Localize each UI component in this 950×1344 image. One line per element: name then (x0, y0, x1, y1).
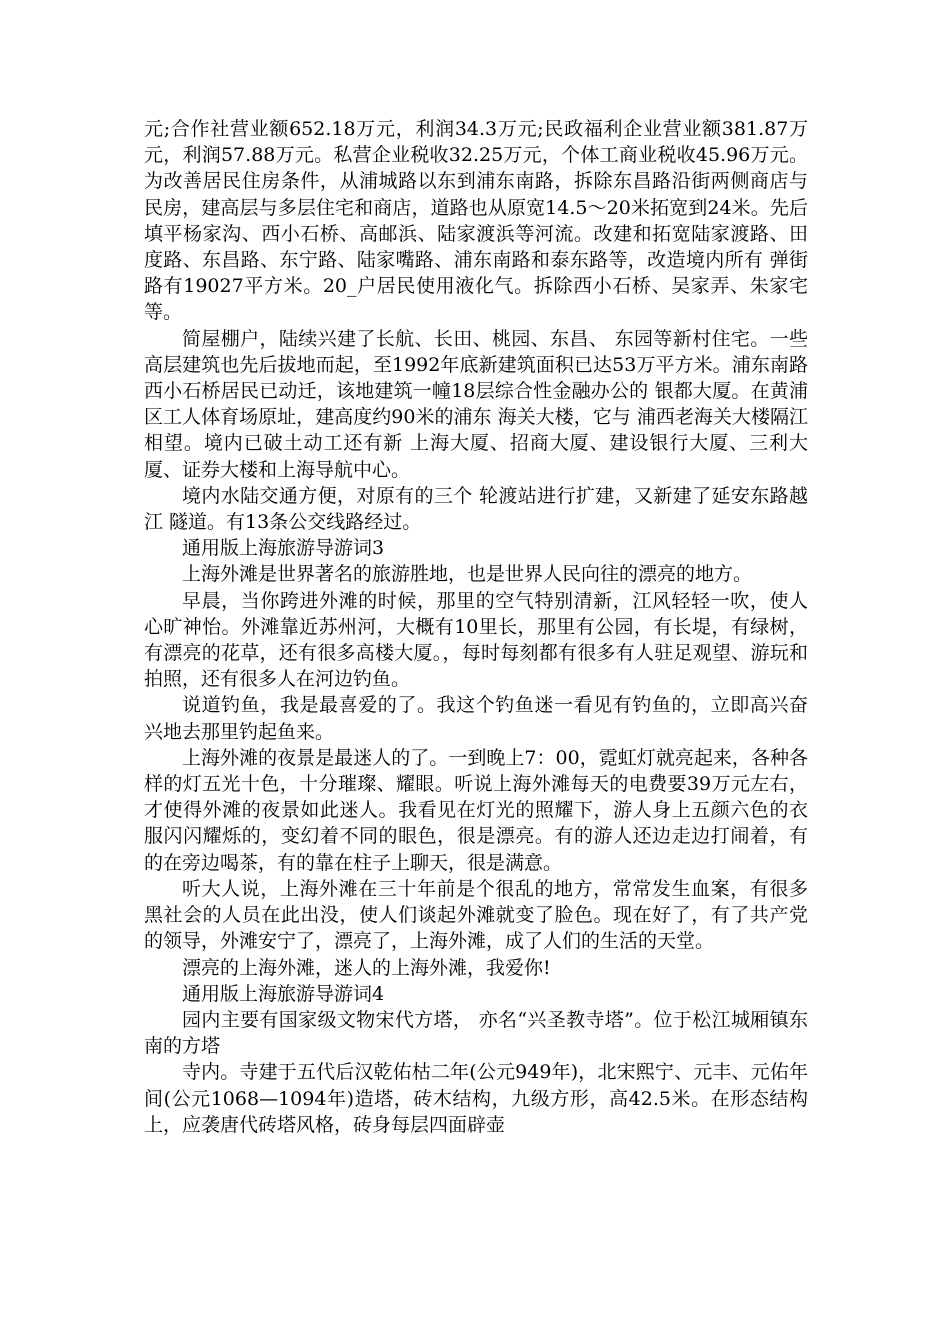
paragraph: 早晨，当你跨进外滩的时候，那里的空气特别清新，江风轻轻一吹，使人心旷神怡。外滩靠近苏州河，大概有10里长，那里有公园，有长堤，有绿树，有漂亮的花草，还有很多高楼大厦。，每时每刻都有很多有人驻足观望、游玩和拍照，还有很多人在河边钓鱼。 (144, 589, 808, 691)
paragraph: 说道钓鱼，我是最喜爱的了。我这个钓鱼迷一看见有钓鱼的，立即高兴奋兴地去那里钓起鱼来。 (144, 694, 808, 743)
paragraph: 上海外滩的夜景是最迷人的了。一到晚上7：00，霓虹灯就亮起来，各种各样的灯五光十色，十分璀璨、耀眼。听说上海外滩每天的电费要39万元左右，才使得外滩的夜景如此迷人。我看见在灯光的照耀下，游人身上五颜六色的衣服闪闪耀烁的，变幻着不同的眼色，很是漂亮。有的游人还边走边打闹着，有的在旁边喝茶，有的靠在柱子上聊天，很是满意。 (144, 746, 808, 874)
paragraph-continuation: 元;合作社营业额652.18万元，利润34.3万元;民政福利企业营业额381.87万元，利润57.88万元。私营企业税收32.25万元，个体工商业税收45.96万元。 为改善居民住房条件，从浦城路以东到浦东南路，拆除东昌路沿街两侧商店与民房，建高层与多层住宅和商店，道路也从原宽14.5～20米拓宽到24米。先后填平杨家沟、西小石桥、高邮浜、陆家渡浜等河流。改建和拓宽陆家渡路、田度路、东昌路、东宁路、陆家嘴路、浦东南路和泰东路等，改造境内所有 弹街路有19027平方米。20_户居民使用液化气。拆除西小石桥、吴家弄、朱家宅等。 (144, 118, 808, 324)
paragraph: 寺内。寺建于五代后汉乾佑枯二年(公元949年)，北宋熙宁、元丰、元佑年间(公元1068—1094年)造塔，砖木结构，九级方形，高42.5米。在形态结构上，应袭唐代砖塔风格，砖身每层四面辟壶 (144, 1061, 808, 1136)
section-heading: 通用版上海旅游导游词3 (182, 537, 385, 560)
paragraph: 漂亮的上海外滩，迷人的上海外滩，我爱你! (182, 956, 551, 979)
section-heading: 通用版上海旅游导游词4 (182, 982, 385, 1005)
paragraph: 境内水陆交通方便，对原有的三个 轮渡站进行扩建，又新建了延安东路越江 隧道。有13条公交线路经过。 (144, 484, 808, 534)
paragraph: 园内主要有国家级文物宋代方塔， 亦名“兴圣教寺塔”。位于松江城厢镇东南的方塔 (144, 1008, 808, 1058)
paragraph: 简屋棚户，陆续兴建了长航、长田、桃园、东昌、 东园等新村住宅。一些高层建筑也先后拔地而起，至1992年底新建筑面积已达53万平方米。浦东南路西小石桥居民已动迁，该地建筑一幢18层综合性金融办公的 银都大厦。在黄浦区工人体育场原址，建高度约90米的浦东 海关大楼，它与 浦西老海关大楼隔江相望。境内已破土动工还有新 上海大厦、招商大厦、建设银行大厦、三利大厦、证券大楼和上海导航中心。 (144, 327, 808, 481)
document-body (144, 116, 808, 1138)
paragraph: 听大人说，上海外滩在三十年前是个很乱的地方，常常发生血案，有很多黑社会的人员在此出没，使人们谈起外滩就变了脸色。现在好了，有了共产党的领导，外滩安宁了，漂亮了，上海外滩，成了人们的生活的天堂。 (144, 877, 808, 953)
paragraph: 上海外滩是世界著名的旅游胜地，也是世界人民向往的漂亮的地方。 (182, 563, 753, 586)
